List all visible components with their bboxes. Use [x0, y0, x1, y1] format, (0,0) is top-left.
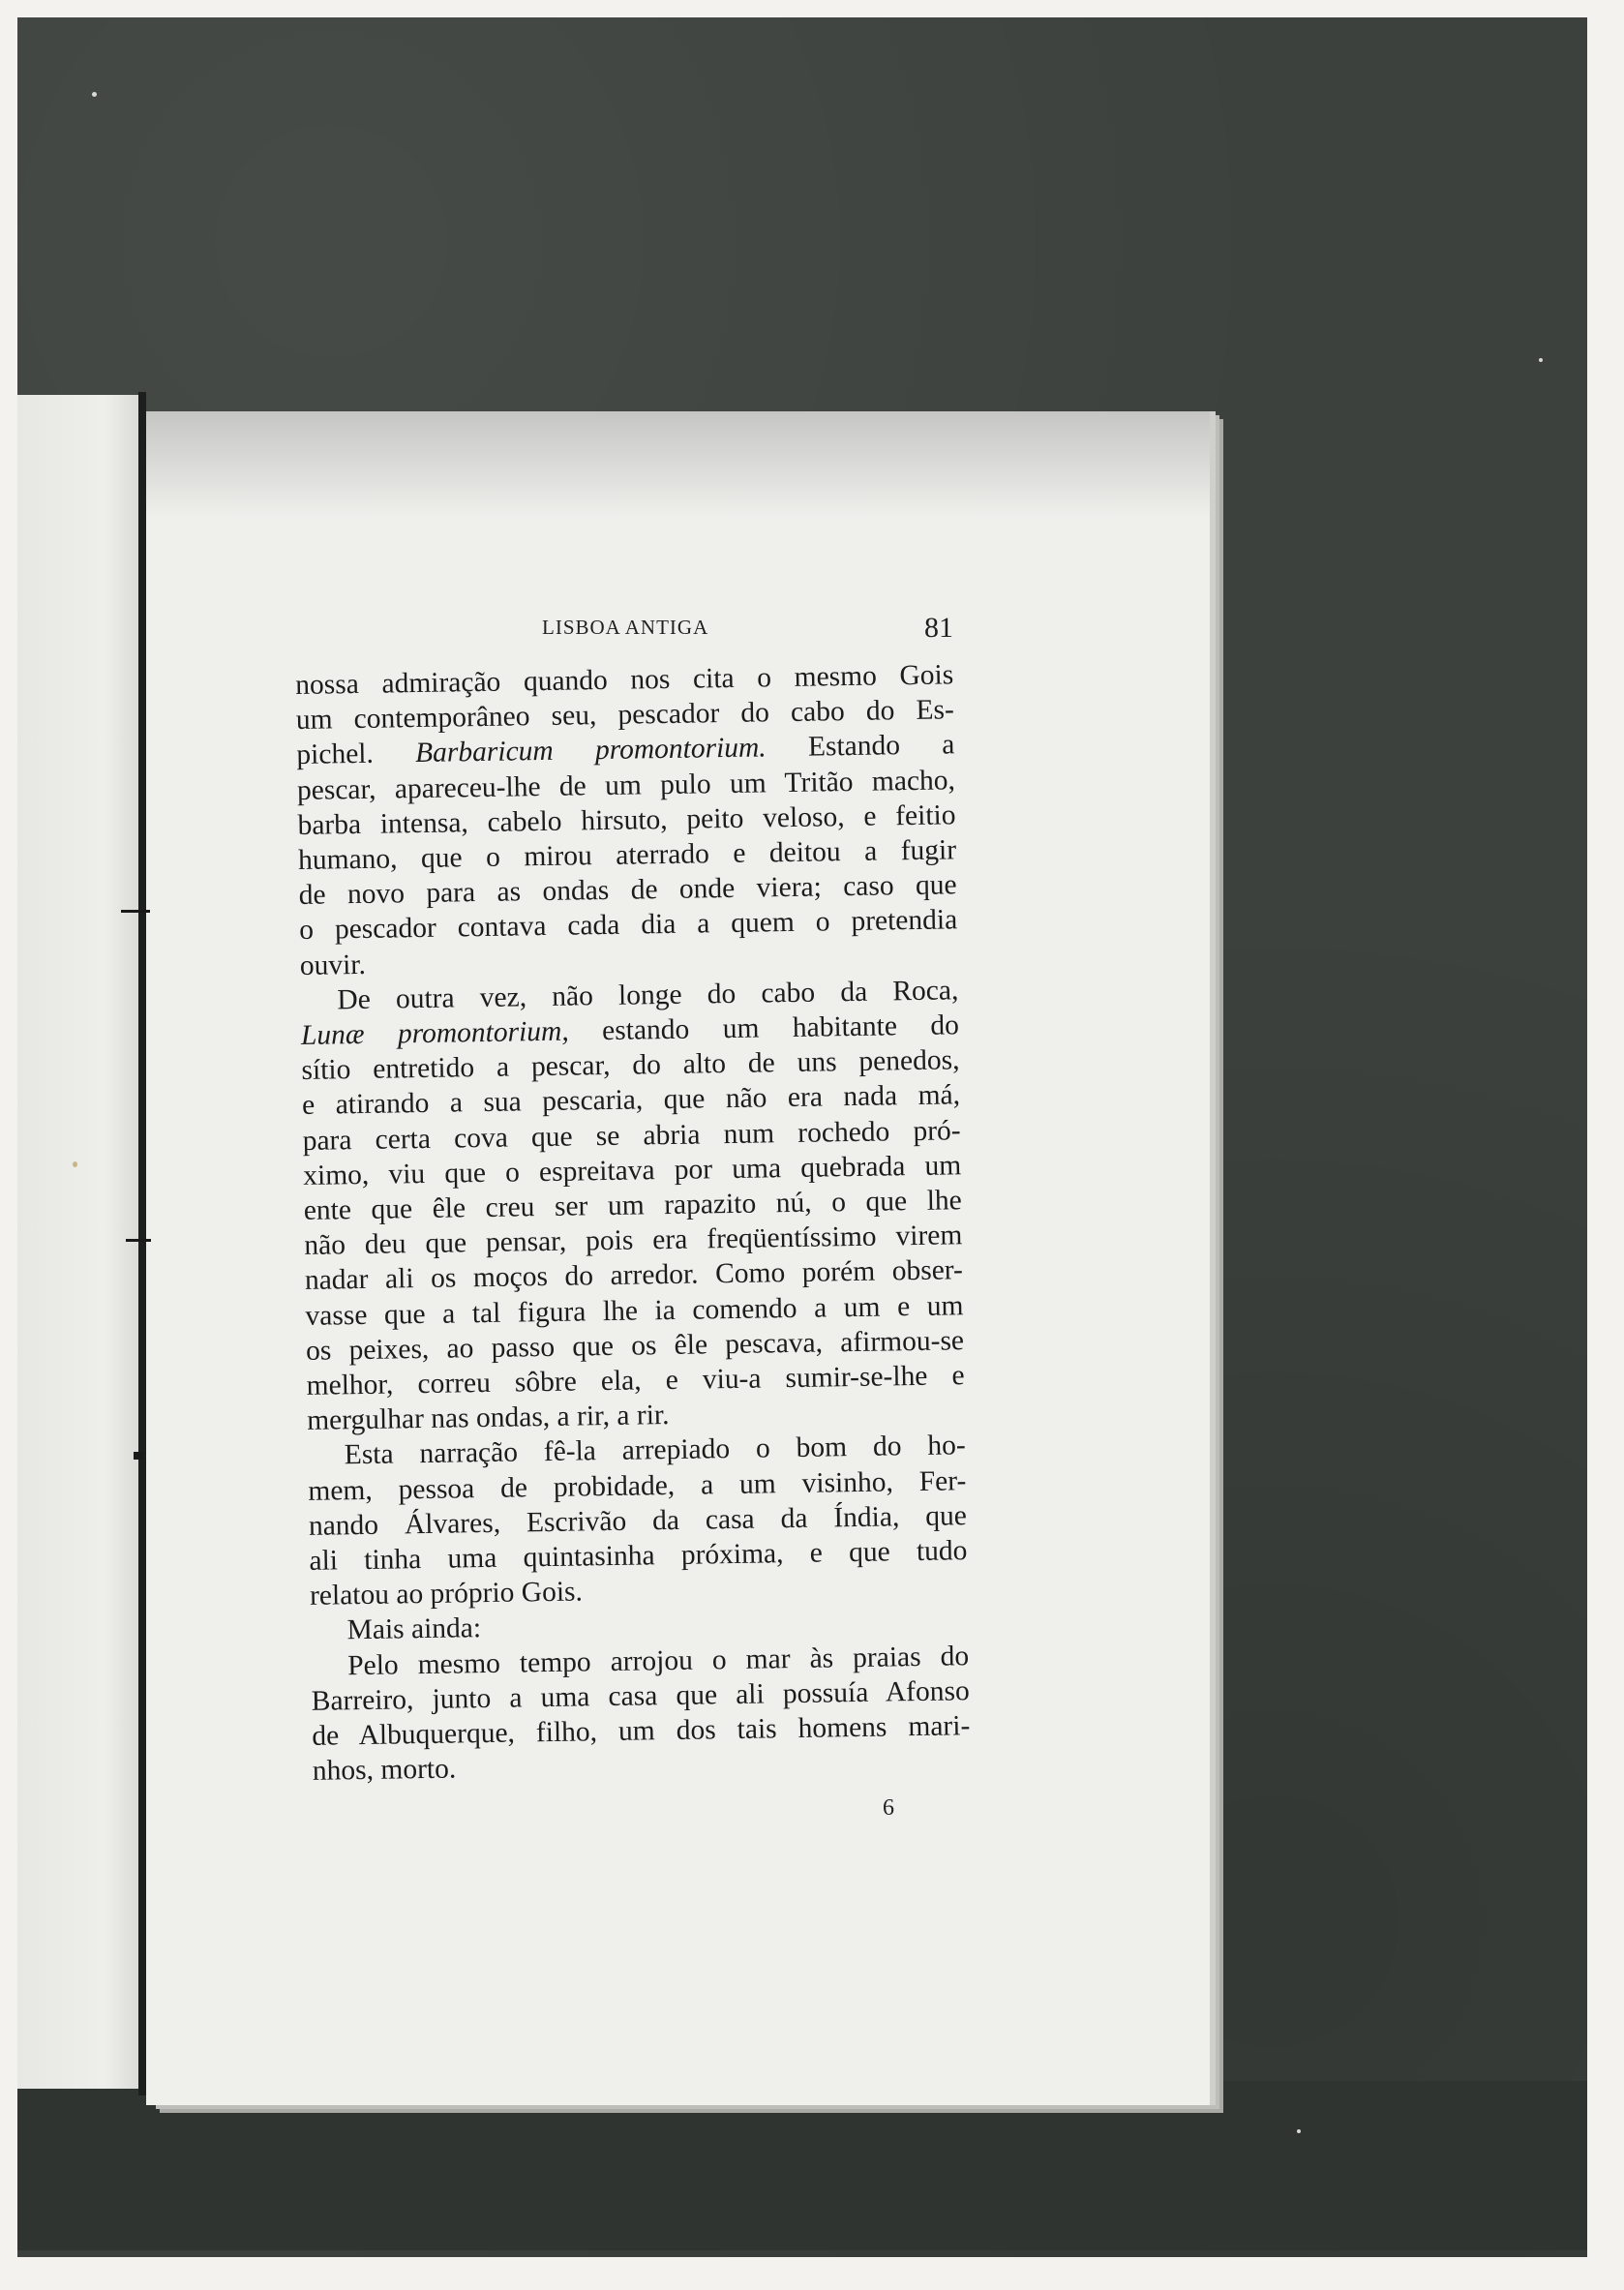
text-line: não deu que pensar, pois era freqüentíssimo virem: [304, 1220, 963, 1262]
signature-mark: 6: [883, 1795, 894, 1821]
text-line: Pelo mesmo tempo arrojou o mar às praias do: [346, 1640, 970, 1681]
text-line: vasse que a tal figura lhe ia comendo a um e um: [305, 1289, 964, 1332]
text-line: ximo, viu que o espreitava por uma quebrada um: [302, 1150, 962, 1191]
text-line: mergulhar nas ondas, a rir, a rir.: [306, 1400, 670, 1437]
body-text: [295, 657, 971, 1789]
text-line: nhos, morto.: [312, 1753, 457, 1788]
text-line: mem, pessoa de probidade, a um visinho, Fer-: [308, 1464, 967, 1507]
text-line: de novo para as ondas de onde viera; caso que: [298, 869, 957, 912]
dust-speck: [1297, 2129, 1301, 2133]
text-line: Barreiro, junto a uma casa que ali possuía Afonso: [311, 1675, 970, 1717]
latin-phrase: Barbaricum promontorium.: [414, 732, 767, 769]
text-line: ouvir.: [299, 949, 367, 981]
dust-speck: [73, 1161, 77, 1167]
latin-phrase: Lunæ promontorium,: [300, 1015, 569, 1051]
page-number: 81: [924, 612, 953, 644]
text-line: de Albuquerque, filho, um dos tais homens mari-: [312, 1710, 971, 1752]
text-line: sítio entretido a pescar, do alto de uns penedos,: [301, 1044, 960, 1087]
text-line: o pescador contava cada dia a quem o pretendia: [299, 904, 958, 947]
text-line: ali tinha uma quintasinha próxima, e que tudo: [309, 1535, 968, 1577]
text-line: Mais ainda:: [346, 1612, 482, 1646]
text-line: barba intensa, cabelo hirsuto, peito veloso, e feitio: [297, 799, 956, 841]
running-head: LISBOA ANTIGA: [542, 616, 709, 639]
scan-mark: [134, 1452, 143, 1460]
book-spine: [138, 392, 146, 2095]
scan-mark: [121, 910, 150, 913]
text-line: nossa admiração quando nos cita o mesmo Gois: [295, 659, 954, 701]
photocopy-background-bottom: [17, 2081, 1587, 2250]
page-top-shadow: [146, 411, 1210, 518]
text-line: pescar, apareceu-lhe de um pulo um Tritão macho,: [296, 764, 956, 806]
text-line: relatou ao próprio Gois.: [309, 1576, 584, 1612]
text-line: De outra vez, não longe do cabo da Roca,: [337, 975, 959, 1016]
dust-speck: [1539, 358, 1543, 362]
previous-page-edge: [17, 395, 143, 2089]
dust-speck: [92, 92, 97, 97]
text-line: Lunæ promontorium, estando um habitante do: [300, 1009, 960, 1051]
text-line: humano, que o mirou aterrado e deitou a fugir: [297, 834, 957, 876]
text-line: nadar ali os moços do arredor. Como porém obser-: [304, 1254, 964, 1297]
text-line: para certa cova que se abria num rochedo pró-: [302, 1114, 961, 1157]
text-line: melhor, correu sôbre ela, e viu-a sumir-se-lhe e: [306, 1360, 965, 1401]
scan-mark: [126, 1239, 151, 1242]
text-line: os peixes, ao passo que os êle pescava, afirmou-se: [305, 1325, 965, 1367]
text-line: e atirando a sua pescaria, que não era nada má,: [301, 1079, 961, 1122]
text-line: Esta narração fê-la arrepiado o bom do ho-: [344, 1430, 966, 1471]
text-line: ente que êle creu ser um rapazito nú, o que lhe: [303, 1185, 962, 1226]
text-line: nando Álvares, Escrivão da casa da Índia, que: [308, 1500, 968, 1542]
text-line: pichel. Barbaricum promontorium. Estando a: [296, 729, 955, 771]
text-line: um contemporâneo seu, pescador do cabo do Es-: [295, 694, 955, 737]
